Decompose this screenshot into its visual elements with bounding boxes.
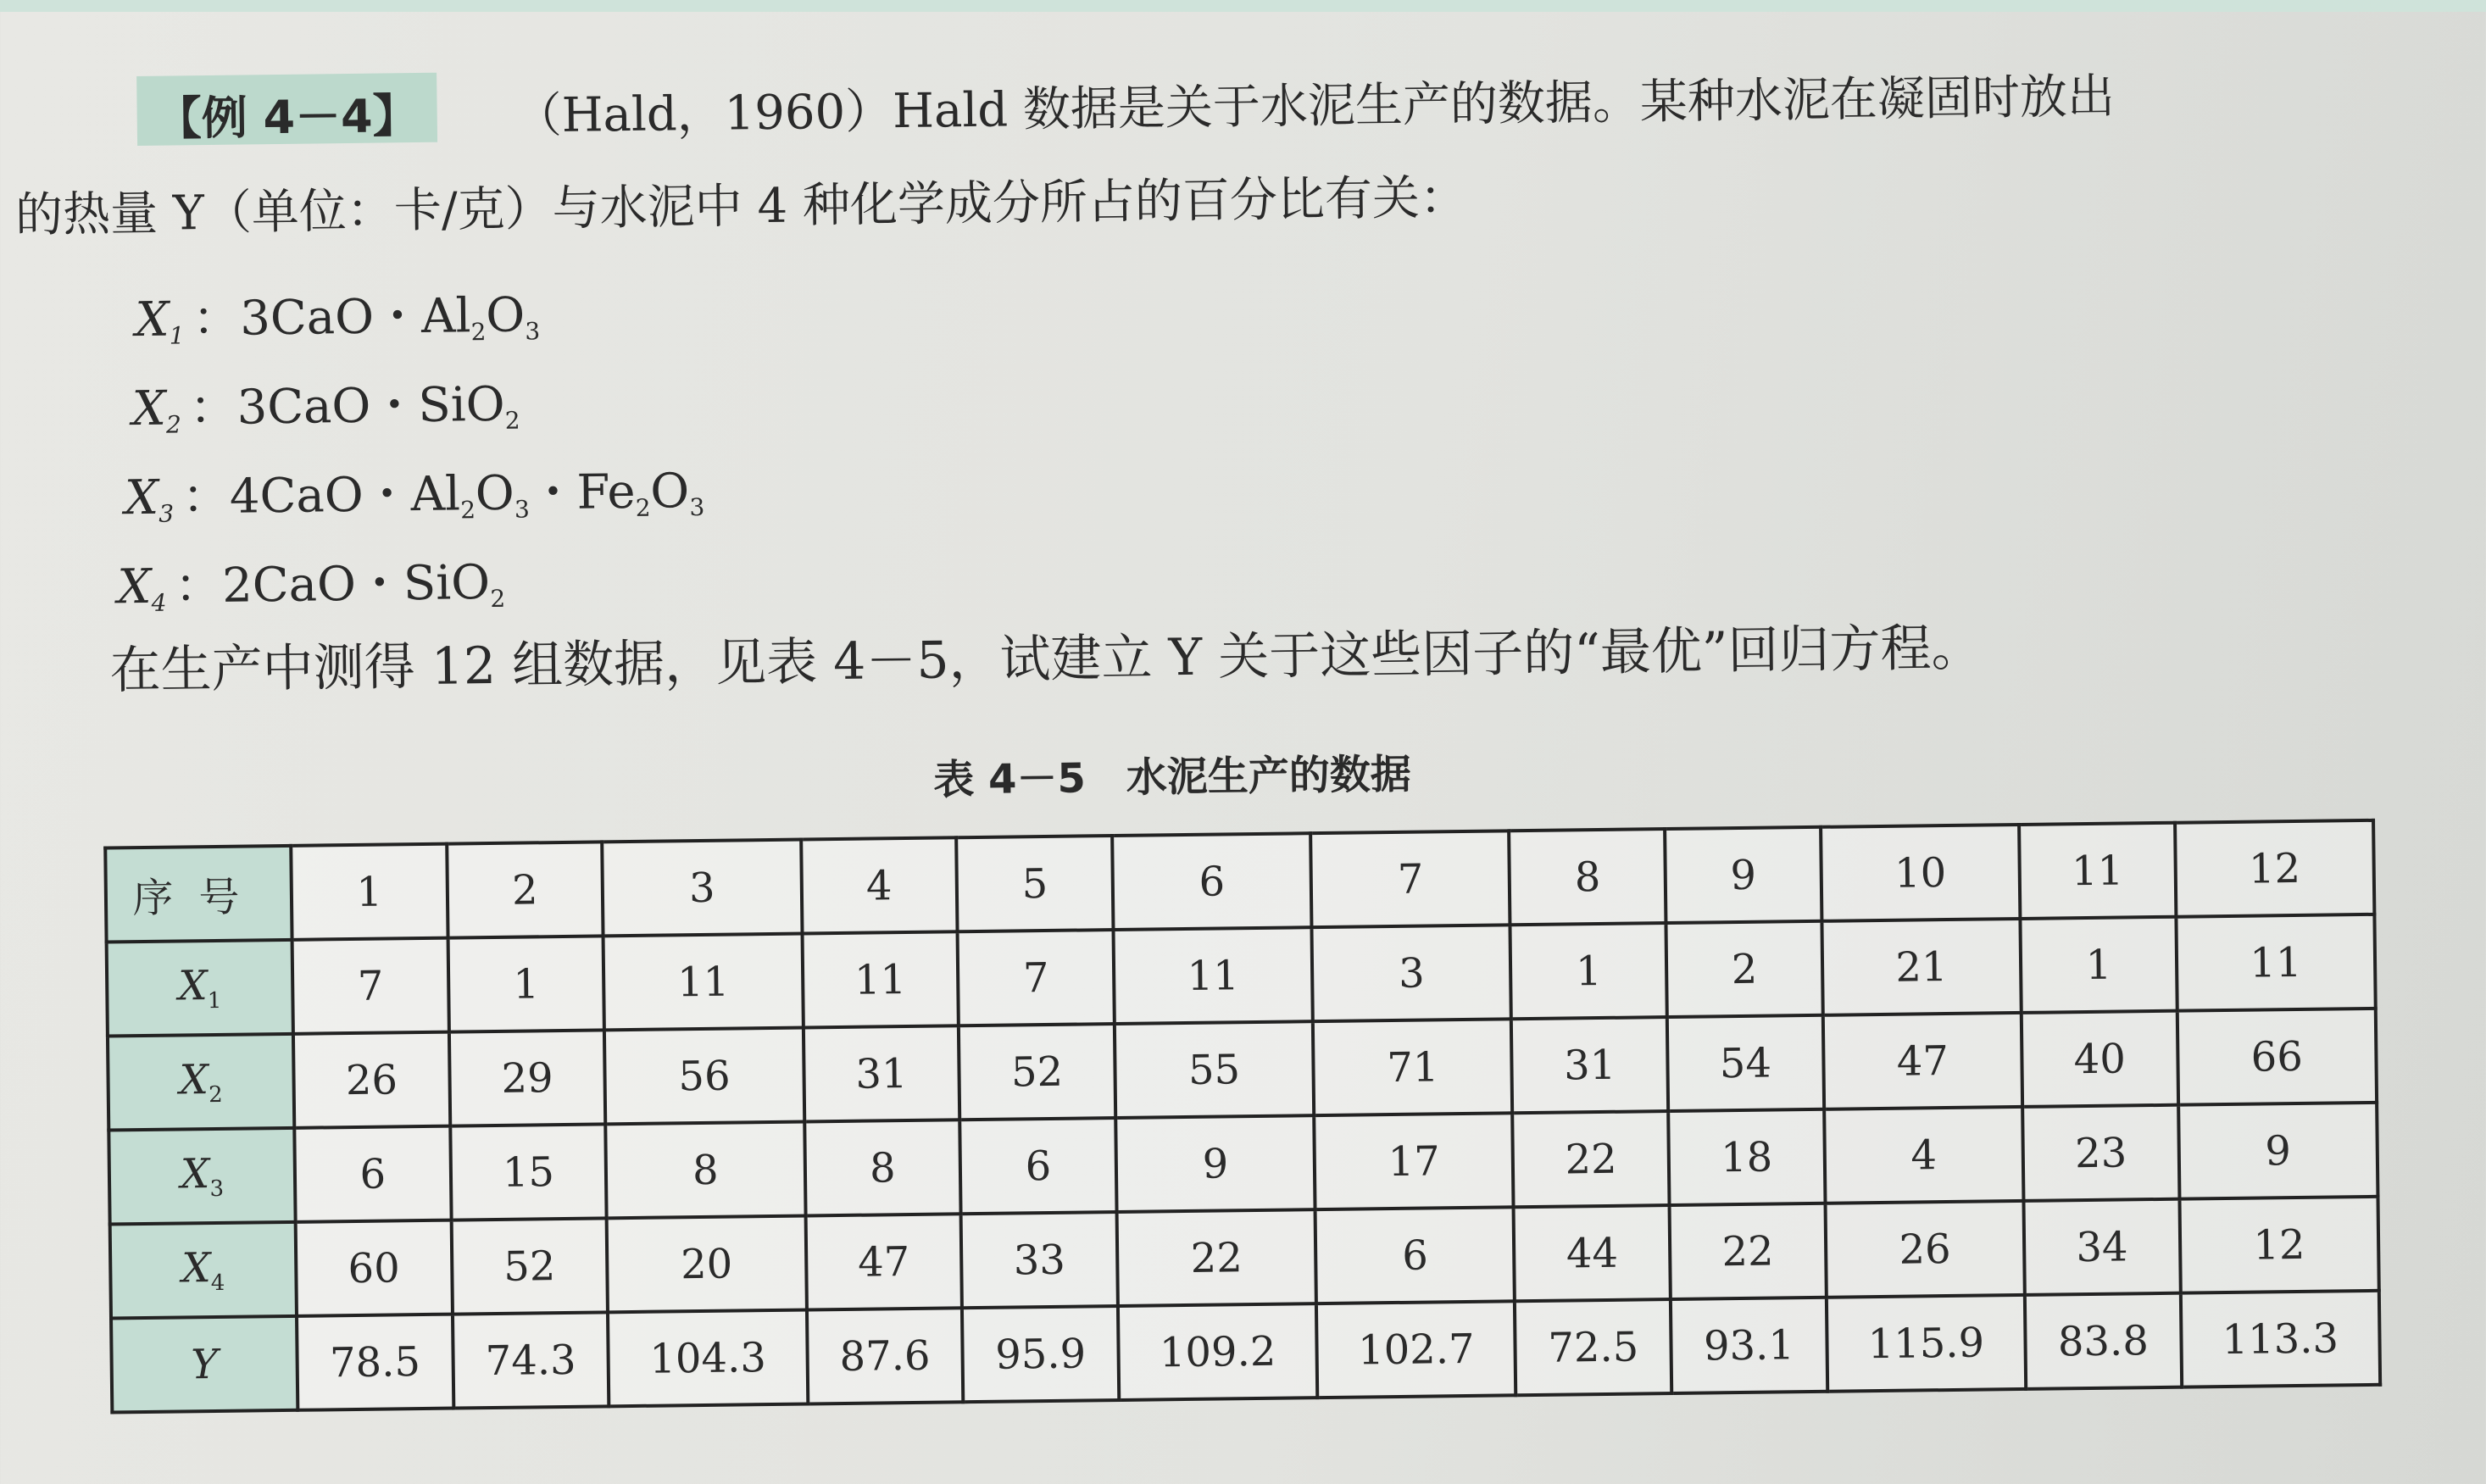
table-cell: 1 bbox=[448, 936, 604, 1031]
table-cell: 15 bbox=[450, 1124, 607, 1220]
formula-colon: ： bbox=[189, 380, 237, 436]
cement-data-table bbox=[103, 819, 2382, 1415]
table-cell: 21 bbox=[1821, 919, 2022, 1015]
formula-x1 bbox=[135, 277, 540, 350]
table-cell: 11 bbox=[2019, 823, 2176, 919]
table-cell: 60 bbox=[296, 1220, 453, 1316]
table-cell: 11 bbox=[802, 931, 959, 1027]
table-cell: 109.2 bbox=[1118, 1303, 1318, 1400]
table-cell: 9 bbox=[1665, 827, 1821, 923]
table-cell: 40 bbox=[2022, 1011, 2178, 1107]
table-cell: 95.9 bbox=[962, 1306, 1119, 1402]
table-cell: 26 bbox=[293, 1032, 450, 1128]
row-header: 序号 bbox=[105, 846, 292, 942]
table-cell: 29 bbox=[449, 1030, 606, 1126]
table-cell: 8 bbox=[1510, 829, 1666, 925]
formula-x3 bbox=[125, 453, 705, 528]
table-cell: 104.3 bbox=[608, 1309, 808, 1406]
table-cell: 20 bbox=[607, 1215, 807, 1312]
table-cell: 1 bbox=[1510, 923, 1667, 1019]
table-cell: 47 bbox=[1823, 1013, 2023, 1109]
table-cell: 55 bbox=[1115, 1021, 1315, 1118]
formula-part: 3CaO・SiO$_2$ bbox=[236, 376, 520, 436]
table-cell: 34 bbox=[2023, 1199, 2180, 1295]
table-cell: 17 bbox=[1314, 1113, 1514, 1209]
formula-part: 4CaO・$Al_2$ bbox=[229, 466, 476, 525]
table-cell: 102.7 bbox=[1316, 1301, 1516, 1398]
table-cell: 4 bbox=[801, 837, 958, 933]
table-cell: 3 bbox=[1312, 925, 1512, 1021]
table-cell: 6 bbox=[1315, 1207, 1516, 1303]
table-cell: 31 bbox=[1511, 1017, 1668, 1113]
table-cell: 12 bbox=[2179, 1197, 2379, 1293]
table-cell: 11 bbox=[2176, 914, 2376, 1011]
table-cell: 11 bbox=[603, 934, 804, 1031]
table-cell: 78.5 bbox=[297, 1314, 453, 1410]
formula-colon: ： bbox=[192, 291, 241, 347]
table-cell: 8 bbox=[804, 1120, 961, 1215]
table-cell: 22 bbox=[1116, 1209, 1316, 1306]
table-cell: 5 bbox=[956, 836, 1113, 931]
table-caption: 表 4－5 水泥生产的数据 bbox=[932, 750, 1412, 804]
table-cell: 22 bbox=[1670, 1203, 1827, 1299]
table-cell: 87.6 bbox=[807, 1308, 964, 1403]
formula-part: $O_3$ bbox=[485, 287, 541, 346]
table-cell: 9 bbox=[1115, 1115, 1315, 1212]
table-cell: 7 bbox=[1310, 831, 1510, 927]
formula-part: $O_3$ bbox=[649, 464, 705, 522]
table-cell: 71 bbox=[1313, 1019, 1513, 1115]
formula-variable: $X_1$ bbox=[135, 292, 185, 350]
question-text: 在生产中测得 12 组数据，见表 4－5，试建立 Y 关于这些因子的“最优”回归方程。 bbox=[109, 618, 1983, 701]
example-label: 【例 4－4】 bbox=[136, 73, 437, 146]
table-cell: 72.5 bbox=[1515, 1299, 1671, 1395]
formula-colon: ： bbox=[181, 469, 231, 525]
table-cell: 2 bbox=[447, 842, 603, 937]
formula-part: 2CaO・SiO$_2$ bbox=[221, 554, 506, 614]
formula-part: ・$Fe_2$ bbox=[529, 464, 651, 522]
formula-variable: $X_3$ bbox=[124, 470, 175, 528]
table-cell: 31 bbox=[803, 1025, 959, 1121]
formula-x2 bbox=[131, 367, 520, 440]
row-header: $X_3$ bbox=[108, 1128, 295, 1225]
example-text-line-2: 的热量 Y（单位：卡/克）与水泥中 4 种化学成分所占的百分比有关： bbox=[14, 170, 1468, 243]
table-cell: 4 bbox=[1824, 1107, 2024, 1203]
table-cell: 3 bbox=[603, 840, 803, 937]
formula-x4 bbox=[117, 545, 505, 618]
table-cell: 22 bbox=[1513, 1111, 1670, 1207]
table-cell: 18 bbox=[1668, 1109, 1825, 1205]
table-cell: 44 bbox=[1514, 1205, 1671, 1301]
table-cell: 1 bbox=[2020, 917, 2177, 1013]
row-header: $X_1$ bbox=[107, 940, 293, 1037]
table-cell: 52 bbox=[959, 1024, 1115, 1120]
table-cell: 93.1 bbox=[1671, 1298, 1827, 1393]
formula-part: $O_3$ bbox=[475, 465, 530, 524]
table-cell: 52 bbox=[451, 1218, 608, 1314]
formula-colon: ： bbox=[174, 558, 223, 614]
table-cell: 8 bbox=[606, 1122, 806, 1219]
row-header: $X_2$ bbox=[108, 1034, 294, 1131]
formula-variable: $X_2$ bbox=[131, 381, 182, 439]
row-header: Y bbox=[111, 1316, 298, 1413]
table-cell: 115.9 bbox=[1827, 1295, 2027, 1392]
table-cell: 7 bbox=[958, 930, 1115, 1025]
table-cell: 83.8 bbox=[2025, 1293, 2182, 1389]
table-cell: 47 bbox=[805, 1214, 962, 1309]
row-header: $X_4$ bbox=[110, 1222, 297, 1319]
table-cell: 66 bbox=[2177, 1009, 2377, 1105]
table-cell: 2 bbox=[1666, 921, 1823, 1017]
example-text-line-1: （Hald，1960）Hald 数据是关于水泥生产的数据。某种水泥在凝固时放出 bbox=[514, 69, 2116, 144]
table-cell: 12 bbox=[2175, 820, 2375, 917]
formula-variable: $X_4$ bbox=[117, 559, 167, 617]
table-cell: 113.3 bbox=[2180, 1291, 2380, 1387]
table-cell: 6 bbox=[1112, 833, 1312, 930]
table-cell: 33 bbox=[961, 1212, 1118, 1308]
table-cell: 6 bbox=[294, 1126, 451, 1222]
table-cell: 74.3 bbox=[453, 1312, 609, 1408]
table-cell: 9 bbox=[2178, 1103, 2378, 1199]
table-cell: 1 bbox=[291, 844, 448, 940]
formula-part: 3CaO・$Al_2$ bbox=[239, 288, 487, 347]
table-cell: 11 bbox=[1113, 927, 1313, 1024]
table-cell: 10 bbox=[1821, 825, 2021, 921]
table-cell: 54 bbox=[1667, 1015, 1824, 1111]
table-cell: 7 bbox=[292, 938, 449, 1034]
table-cell: 56 bbox=[604, 1028, 804, 1125]
table-cell: 26 bbox=[1825, 1201, 2025, 1298]
table-cell: 6 bbox=[959, 1118, 1116, 1214]
table-cell: 23 bbox=[2022, 1105, 2179, 1201]
